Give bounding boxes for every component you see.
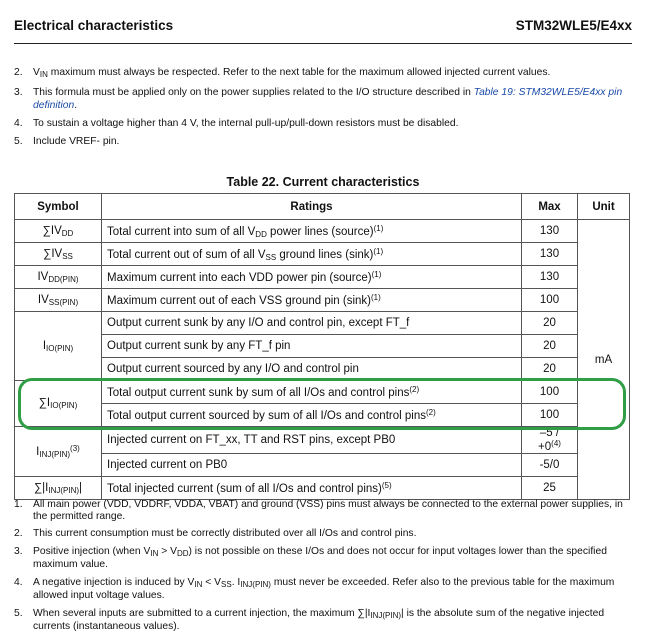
rating-cell [102, 266, 522, 289]
text-run: DD [176, 548, 189, 558]
table-row [15, 266, 630, 289]
note-number: 3. [14, 545, 23, 557]
max-cell: 25 [522, 477, 578, 500]
text-run: must never be exceeded. Refer also to the previous table for the maximum allowed input voltage values. [33, 576, 615, 601]
note-number: 1. [14, 499, 23, 510]
text-run: | is the absolute sum of the negative injected currents (instantaneous values). [33, 607, 605, 632]
text-run: Total injected current (sum of all I/Os and control pins) [107, 483, 382, 495]
text-run: Total current into sum of all V [107, 225, 256, 238]
table-row [15, 243, 630, 266]
rating-cell [102, 477, 522, 500]
symbol-cell [15, 427, 102, 477]
text-run: INJ(PIN) [370, 610, 402, 620]
text-run: (1) [373, 246, 384, 256]
text-run: (2) [409, 385, 420, 394]
symbol-cell [15, 312, 102, 381]
text-run: maximum must always be respected. Refer to the next table for the maximum allowed injected current values. [47, 67, 551, 78]
max-cell: 100 [522, 381, 578, 404]
text-run: This current consumption must be correctly distributed over all I/Os and control pins. [33, 528, 417, 539]
text-run: V [33, 67, 40, 78]
symbol-cell [15, 220, 102, 243]
text-run: When several inputs are submitted to a current injection, the maximum ∑|I [33, 607, 371, 619]
note-number: 4. [14, 118, 23, 129]
text-run: IV [37, 293, 49, 306]
text-run: > V [158, 545, 177, 557]
note-number: 4. [14, 576, 23, 588]
table-row [15, 335, 630, 358]
text-run: (4) [551, 439, 561, 448]
text-run: I [36, 446, 40, 458]
note-item [14, 117, 632, 130]
text-run: Output current sourced by any I/O and control pin [107, 363, 359, 375]
note-item [14, 66, 632, 81]
max-cell: 100 [522, 289, 578, 312]
text-run: This formula must be applied only on the power supplies related to the I/O structure described in [33, 87, 474, 98]
text-run: Injected current on PB0 [107, 459, 228, 471]
text-run: Maximum current into each VDD power pin (source) [107, 272, 372, 284]
text-run: A negative injection is induced by V [33, 576, 195, 588]
text-run: SS(PIN) [48, 297, 79, 307]
symbol-cell [15, 289, 102, 312]
header-symbol: Symbol [15, 194, 102, 220]
rating-cell [102, 358, 522, 381]
text-run: SS [265, 252, 277, 262]
text-run: Maximum current out of each VSS ground pin (sink) [107, 295, 371, 307]
rating-cell [102, 335, 522, 358]
top-notes [14, 66, 632, 153]
note-item [14, 608, 632, 633]
section-title: Electrical characteristics [14, 18, 174, 33]
rating-cell [102, 289, 522, 312]
note-text [33, 608, 632, 633]
text-run: INJ(PIN) [240, 579, 271, 589]
text-run: To sustain a voltage higher than 4 V, the internal pull-up/pull-down resistors must be disabled. [33, 118, 459, 129]
note-text [33, 86, 632, 112]
text-run: ∑IV [42, 224, 62, 237]
text-run: DD(PIN) [48, 274, 79, 284]
text-run: SS [62, 251, 73, 261]
text-run: (2) [425, 408, 436, 417]
note-number: 5. [14, 607, 23, 619]
table-row [15, 454, 630, 477]
text-run: Injected current on FT_xx, TT and RST pins, except PB0 [107, 434, 396, 446]
header-unit: Unit [578, 194, 630, 220]
table-row [15, 404, 630, 427]
table-title: Table 22. Current characteristics [226, 175, 420, 189]
rating-cell [102, 427, 522, 454]
header-divider [14, 43, 632, 44]
max-cell: 130 [522, 266, 578, 289]
max-cell: 100 [522, 404, 578, 427]
text-run: IN [39, 70, 48, 79]
note-text [33, 546, 632, 571]
current-characteristics-table [14, 193, 630, 500]
text-run: Output current sunk by any FT_f pin [107, 340, 291, 352]
note-number: 3. [14, 87, 23, 98]
table-footnotes [14, 499, 632, 639]
note-item [14, 135, 632, 148]
text-run: INJ(PIN) [48, 485, 80, 495]
unit-cell: mA [578, 220, 630, 500]
header-max: Max [522, 194, 578, 220]
note-text [33, 577, 632, 602]
text-run: IO(PIN) [50, 401, 78, 410]
text-run: (1) [371, 270, 382, 279]
symbol-cell [15, 266, 102, 289]
rating-cell [102, 381, 522, 404]
text-run: DD [255, 229, 267, 239]
table-row [15, 289, 630, 312]
text-run: ) is not possible on these I/Os and does not occur for input voltages lower than the specified maximum value. [33, 545, 607, 570]
text-run: (1) [370, 293, 381, 302]
header-ratings: Ratings [102, 194, 522, 220]
text-run: (1) [373, 223, 384, 233]
table-row [15, 312, 630, 335]
symbol-cell [15, 381, 102, 427]
table-row [15, 381, 630, 404]
max-cell [522, 427, 578, 454]
table-row [15, 220, 630, 243]
rating-cell [102, 454, 522, 477]
text-run: All main power (VDD, VDDRF, VDDA, VBAT) and ground (VSS) pins must always be connected to the external power supplies, in the permitted range. [33, 499, 623, 522]
cross-reference-link[interactable]: STM32WLE5/E4xx pin definition [33, 87, 623, 111]
text-run: Positive injection (when V [33, 545, 151, 557]
rating-cell [102, 404, 522, 427]
note-number: 2. [14, 67, 23, 78]
text-run: IO(PIN) [46, 343, 74, 353]
rating-cell [102, 220, 522, 243]
table-row [15, 358, 630, 381]
text-run: INJ(PIN) [39, 450, 71, 459]
text-run: < V [202, 576, 222, 588]
cross-reference-link[interactable]: Table 19: [473, 87, 516, 98]
max-cell: 130 [522, 220, 578, 243]
max-cell: 20 [522, 358, 578, 381]
note-number: 5. [14, 136, 23, 147]
text-run: ∑IV [43, 247, 63, 260]
note-number: 2. [14, 528, 23, 539]
text-run: SS [221, 579, 232, 589]
symbol-cell [15, 243, 102, 266]
note-text [33, 135, 632, 148]
text-run: ∑I [38, 397, 51, 409]
table-row [15, 477, 630, 500]
rating-cell [102, 312, 522, 335]
note-text [33, 499, 632, 522]
table-row [15, 427, 630, 454]
text-run: Total output current sourced by sum of all I/Os and control pins [107, 410, 426, 422]
note-text [33, 117, 632, 130]
text-run: (3) [70, 444, 80, 453]
text-run: IN [194, 579, 203, 589]
text-run: (5) [381, 481, 392, 490]
note-item [14, 546, 632, 571]
note-item [14, 528, 632, 540]
max-cell: -5/0 [522, 454, 578, 477]
text-run: power lines (source) [266, 225, 374, 238]
text-run: ground lines (sink) [276, 248, 374, 261]
note-text [33, 528, 632, 540]
note-item [14, 86, 632, 112]
document-title: STM32WLE5/E4xx [515, 18, 632, 33]
page-header [14, 18, 632, 40]
max-cell: 20 [522, 335, 578, 358]
note-item [14, 577, 632, 602]
text-run: ∑|I [33, 481, 49, 494]
max-cell: 20 [522, 312, 578, 335]
text-run: I [42, 339, 47, 352]
text-run: –5 / +0 [538, 427, 560, 453]
text-run: IN [150, 548, 159, 558]
text-run: IV [37, 270, 49, 283]
note-text [33, 66, 632, 81]
note-item [14, 499, 632, 522]
text-run: Total current out of sum of all V [107, 248, 266, 261]
max-cell: 130 [522, 243, 578, 266]
text-run: | [79, 481, 83, 494]
text-run: Total output current sunk by sum of all I/Os and control pins [107, 387, 410, 399]
symbol-cell [15, 477, 102, 500]
text-run: . [74, 100, 78, 111]
rating-cell [102, 243, 522, 266]
text-run: . I [231, 576, 241, 588]
text-run: DD [61, 228, 74, 238]
table-header-row [15, 194, 630, 220]
text-run: Output current sunk by any I/O and control pin, except FT_f [107, 317, 410, 329]
text-run: Include VREF- pin. [33, 136, 120, 147]
